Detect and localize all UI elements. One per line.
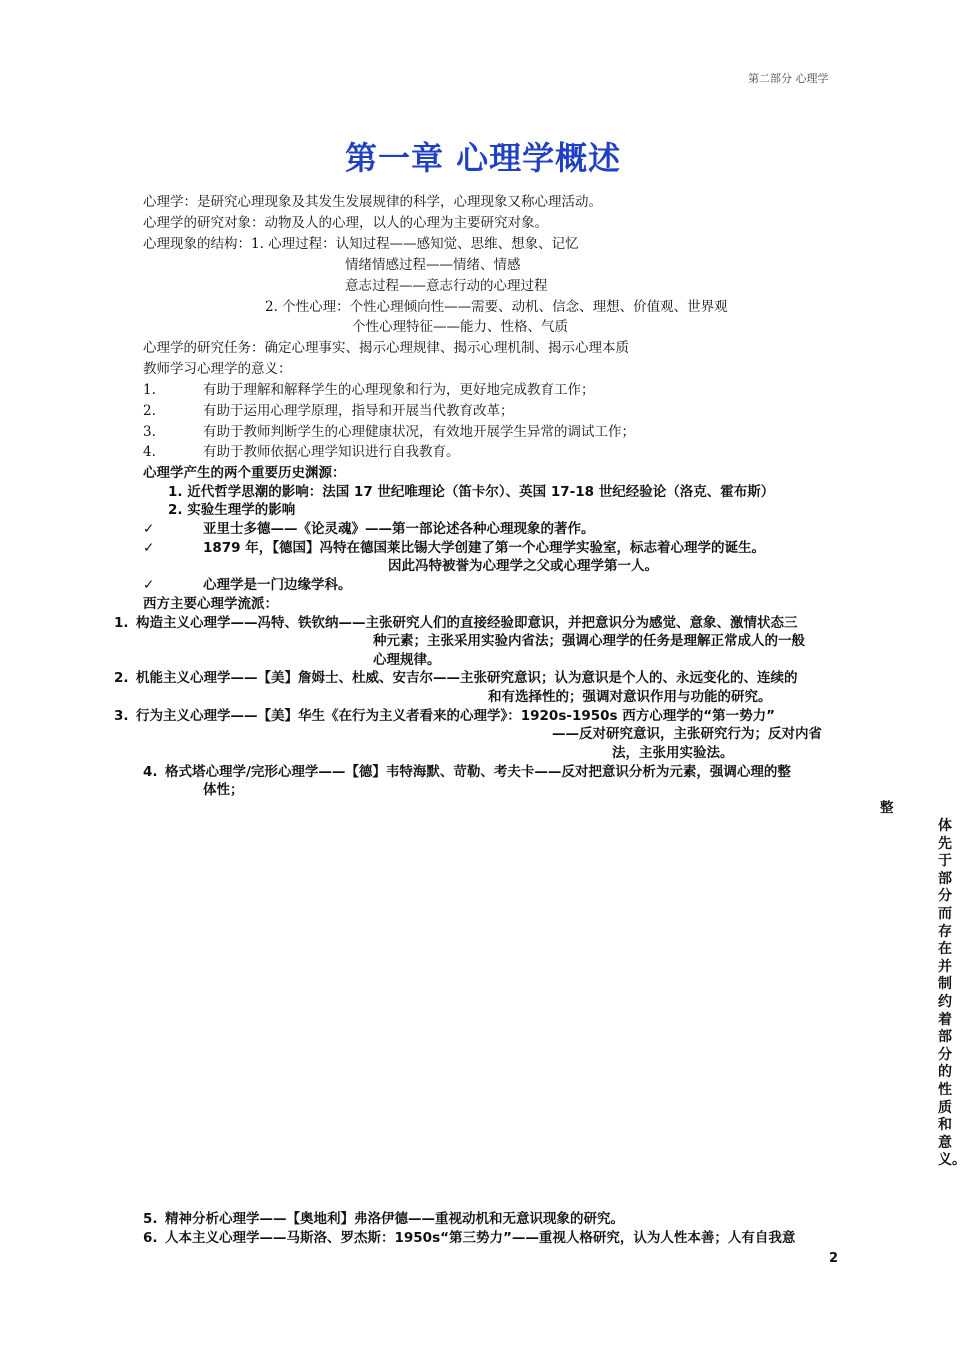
- list-item: 有助于教师依据心理学知识进行自我教育。: [203, 444, 460, 460]
- check-item: 1879 年，【德国】冯特在德国莱比锡大学创建了第一个心理学实验室，标志着心理学的诞生。: [203, 540, 766, 556]
- origins-heading: 心理学产生的两个重要历史渊源：: [143, 465, 346, 481]
- check-icon: ✓: [143, 577, 155, 593]
- check-item: 亚里士多德——《论灵魂》——第一部论述各种心理现象的著作。: [203, 521, 595, 537]
- school-continued: ——反对研究意识，主张研究行为；反对内省: [552, 726, 822, 742]
- school-continued: 心理规律。: [373, 652, 441, 668]
- list-item: 有助于教师判断学生的心理健康状况，有效地开展学生异常的调试工作；: [203, 424, 635, 440]
- list-number: 1.: [114, 615, 129, 631]
- school-continued: 种元素；主张采用实验内省法；强调心理学的任务是理解正常成人的一般: [373, 633, 805, 649]
- research-task-line: 心理学的研究任务：确定心理事实、揭示心理规律、揭示心理机制、揭示心理本质: [143, 340, 629, 356]
- schools-heading: 西方主要心理学流派：: [143, 596, 278, 612]
- check-item-continued: 因此冯特被誉为心理学之父或心理学第一人。: [388, 558, 658, 574]
- list-number: 5.: [143, 1211, 158, 1227]
- structure-personality-line: 2. 个性心理：个性心理倾向性——需要、动机、信念、理想、价值观、世界观: [265, 299, 728, 315]
- running-head: 第二部分 心理学: [748, 72, 829, 85]
- vertical-overflow-text: 体先于部分而存在并制约着部分的性质和意义。: [938, 818, 966, 1169]
- list-number: 3.: [143, 424, 156, 440]
- list-number: 6.: [143, 1230, 158, 1246]
- school-humanism: 人本主义心理学——马斯洛、罗杰斯：1950s“第三势力”——重视人格研究，认为人性本善；人有自我意: [165, 1230, 796, 1246]
- school-functionalism: 机能主义心理学——【美】詹姆士、杜威、安吉尔——主张研究意识；认为意识是个人的、永远变化的、连续的: [136, 670, 798, 686]
- list-number: 3.: [114, 708, 129, 724]
- school-continued: 和有选择性的；强调对意识作用与功能的研究。: [488, 689, 772, 705]
- school-psychoanalysis: 精神分析心理学——【奥地利】弗洛伊德——重视动机和无意识现象的研究。: [165, 1211, 624, 1227]
- origin-item: 1. 近代哲学思潮的影响：法国 17 世纪唯理论（笛卡尔）、英国 17-18 世纪经验论（洛克、霍布斯）: [168, 484, 775, 500]
- list-item: 有助于运用心理学原理，指导和开展当代教育改革；: [203, 403, 514, 419]
- check-icon: ✓: [143, 521, 155, 537]
- structure-traits-line: 个性心理特征——能力、性格、气质: [352, 319, 568, 335]
- structure-line: 心理现象的结构：1. 心理过程：认知过程——感知觉、思维、想象、记忆: [143, 236, 579, 252]
- school-behaviorism: 行为主义心理学——【美】华生《在行为主义者看来的心理学》：1920s-1950s 西方心理学的“第一势力”: [136, 708, 776, 724]
- check-item: 心理学是一门边缘学科。: [203, 577, 352, 593]
- structure-emotion-line: 情绪情感过程——情绪、情感: [345, 257, 521, 273]
- school-continued: 体性；: [203, 782, 244, 798]
- school-gestalt: 格式塔心理学/完形心理学——【德】韦特海默、苛勒、考夫卡——反对把意识分析为元素，强调心理的整: [165, 764, 791, 780]
- chapter-title: 第一章 心理学概述: [345, 139, 622, 177]
- list-item: 有助于理解和解释学生的心理现象和行为，更好地完成教育工作；: [203, 382, 595, 398]
- page-number: 2: [829, 1251, 839, 1266]
- school-structuralism: 构造主义心理学——冯特、铁钦纳——主张研究人们的直接经验即意识，并把意识分为感觉、意象、激情状态三: [136, 615, 798, 631]
- list-number: 2.: [114, 670, 129, 686]
- list-number: 2.: [143, 403, 156, 419]
- stray-character: 整: [880, 800, 894, 816]
- significance-heading: 教师学习心理学的意义：: [143, 361, 292, 377]
- check-icon: ✓: [143, 540, 155, 556]
- definition-line: 心理学：是研究心理现象及其发生发展规律的科学，心理现象又称心理活动。: [143, 194, 602, 210]
- list-number: 4.: [143, 764, 158, 780]
- research-object-line: 心理学的研究对象：动物及人的心理，以人的心理为主要研究对象。: [143, 215, 548, 231]
- list-number: 1.: [143, 382, 156, 398]
- school-continued: 法，主张用实验法。: [612, 745, 734, 761]
- list-number: 4.: [143, 444, 156, 460]
- origin-item: 2. 实验生理学的影响: [168, 502, 296, 518]
- structure-will-line: 意志过程——意志行动的心理过程: [345, 278, 548, 294]
